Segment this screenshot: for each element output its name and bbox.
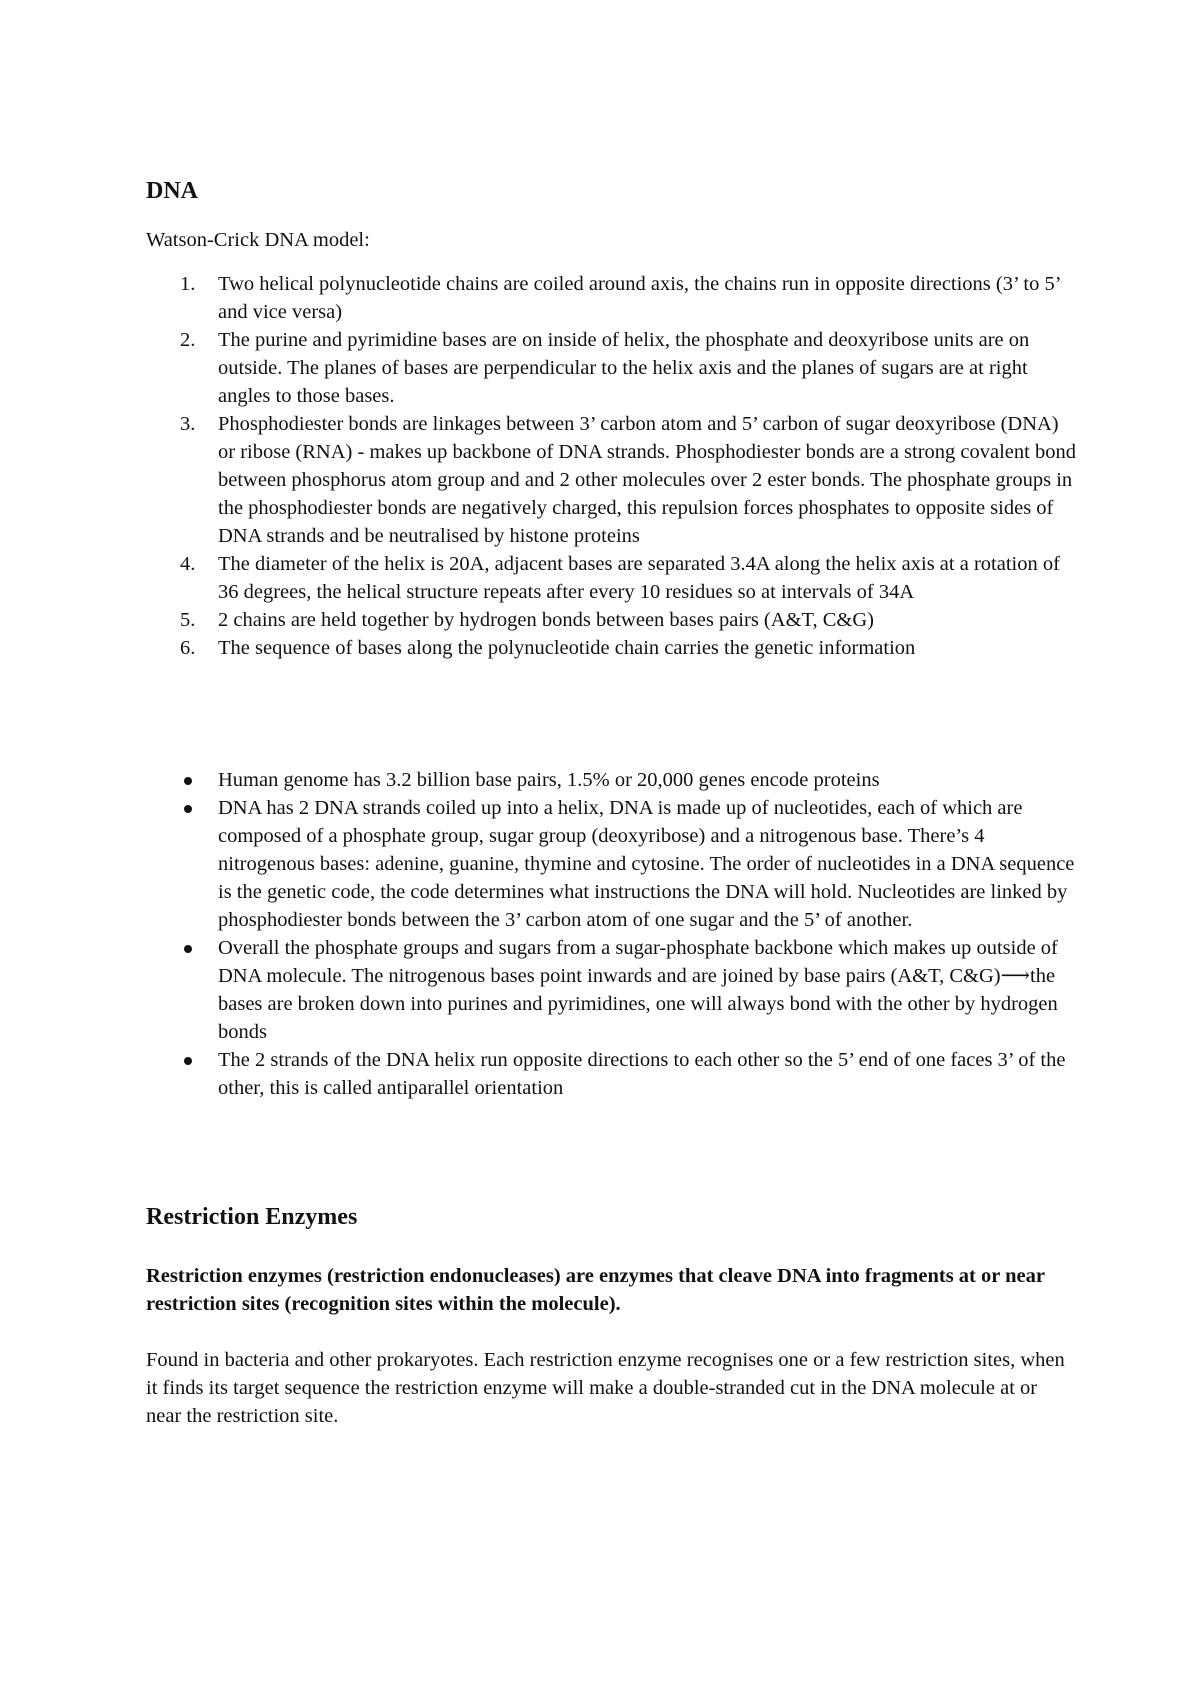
list-item [146,410,1076,550]
restriction-definition: Restriction enzymes (restriction endonucleases) are enzymes that cleave DNA into fragments at or near restriction sites (recognition sites within the molecule). [146,1265,1045,1315]
list-item [146,270,1076,326]
bullet-icon [184,777,192,785]
list-item [146,326,1076,410]
list-number: 1. [180,273,196,295]
list-item-text: The diameter of the helix is 20A, adjacent bases are separated 3.4A along the helix axis at a rotation of 36 degrees, the helical structure repeats after every 10 residues so at intervals of 34A [218,553,1060,603]
list-number: 3. [180,413,196,435]
list-item [146,634,1076,662]
bullet-item [146,794,1076,934]
bullet-text: Overall the phosphate groups and sugars from a sugar-phosphate backbone which makes up outside of DNA molecule. The nitrogenous bases point inwards and are joined by base pairs (A&T, C&G)⟶the bases are broken down into purines and pyrimidines, one will always bond with the other by hydrogen bonds [218,937,1058,1043]
dna-intro: Watson-Crick DNA model: [146,229,370,251]
bullet-icon [184,1057,192,1065]
bullet-item [146,1046,1076,1102]
list-number: 5. [180,609,196,631]
dna-facts-list [146,766,1076,1102]
bullet-text: DNA has 2 DNA strands coiled up into a helix, DNA is made up of nucleotides, each of which are composed of a phosphate group, sugar group (deoxyribose) and a nitrogenous base. There’s 4 nitrogenous bases: adenine, guanine, thymine and cytosine. The order of nucleotides in a DNA sequence is the genetic code, the code determines what instructions the DNA will hold. Nucleotides are linked by phosphodiester bonds between the 3’ carbon atom of one sugar and the 5’ of another. [218,797,1075,931]
list-number: 2. [180,329,196,351]
list-item-text: 2 chains are held together by hydrogen bonds between bases pairs (A&T, C&G) [218,609,875,631]
list-item [146,606,1076,634]
restriction-body: Found in bacteria and other prokaryotes. Each restriction enzyme recognises one or a few restriction sites, when it finds its target sequence the restriction enzyme will make a double-stranded cut in the DNA molecule at or near the restriction site. [146,1349,1065,1427]
bullet-icon [184,945,192,953]
list-item-text: Two helical polynucleotide chains are coiled around axis, the chains run in opposite directions (3’ to 5’ and vice versa) [218,273,1061,323]
list-number: 6. [180,637,196,659]
bullet-item [146,766,1076,794]
document-content [146,176,1076,1430]
list-item [146,550,1076,606]
list-item-text: The purine and pyrimidine bases are on inside of helix, the phosphate and deoxyribose units are on outside. The planes of bases are perpendicular to the helix axis and the planes of sugars are at right angles to those bases. [218,329,1030,407]
bullet-text: Human genome has 3.2 billion base pairs, 1.5% or 20,000 genes encode proteins [218,769,880,791]
restriction-enzymes-heading: Restriction Enzymes [146,1204,358,1230]
bullet-item [146,934,1076,1046]
bullet-icon [184,805,192,813]
dna-heading: DNA [146,178,198,204]
bullet-text: The 2 strands of the DNA helix run opposite directions to each other so the 5’ end of one faces 3’ of the other, this is called antiparallel orientation [218,1049,1066,1099]
watson-crick-list [146,270,1076,662]
list-item-text: Phosphodiester bonds are linkages between 3’ carbon atom and 5’ carbon of sugar deoxyribose (DNA) or ribose (RNA) - makes up backbone of DNA strands. Phosphodiester bonds are a strong covalent bond between phosphorus atom group and and 2 other molecules over 2 ester bonds. The phosphate groups in the phosphodiester bonds are negatively charged, this repulsion forces phosphates to opposite sides of DNA strands and be neutralised by histone proteins [218,413,1076,547]
list-number: 4. [180,553,196,575]
list-item-text: The sequence of bases along the polynucleotide chain carries the genetic information [218,637,916,659]
